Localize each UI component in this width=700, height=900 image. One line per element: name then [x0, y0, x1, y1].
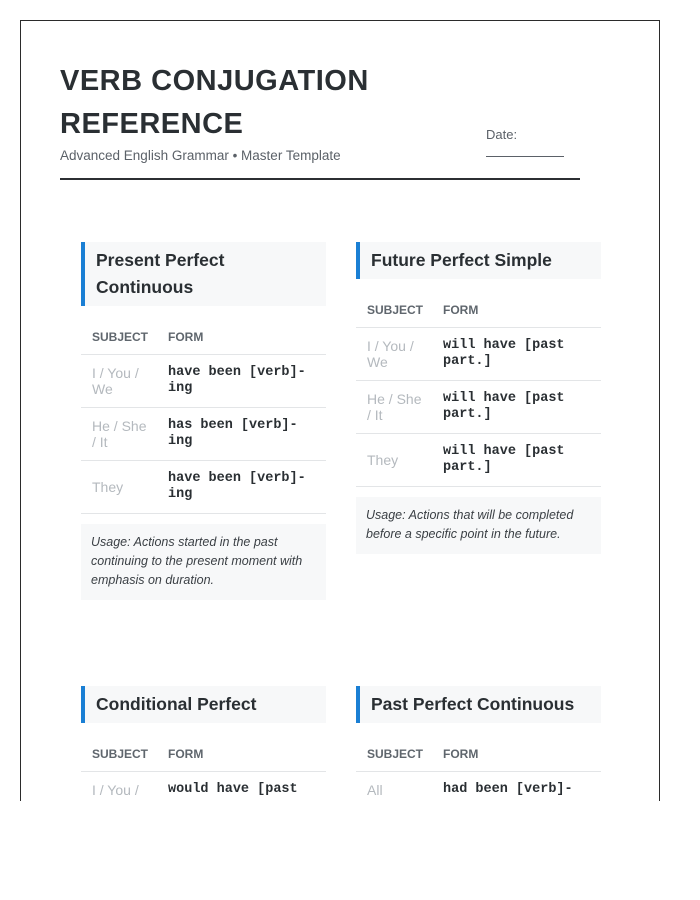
date-field: [486, 127, 566, 157]
conjugation-table: [356, 735, 601, 801]
column-header-form: FORM: [433, 735, 601, 772]
table-row: [356, 328, 601, 381]
card-present-perfect-continuous: [81, 242, 326, 600]
subject-cell: I / You / We: [356, 328, 433, 381]
card-header: [81, 242, 326, 306]
table-row: [81, 772, 326, 802]
table-row: [356, 434, 601, 487]
form-cell: have been [verb]-ing: [158, 461, 326, 514]
date-blank-line: [486, 156, 564, 157]
form-cell: will have [past part.]: [433, 381, 601, 434]
column-header-subject: SUBJECT: [81, 735, 158, 772]
card-future-perfect-simple: [356, 242, 601, 554]
card-title: Conditional Perfect: [96, 694, 257, 714]
card-past-perfect-continuous: [356, 686, 601, 801]
card-title: Past Perfect Continuous: [371, 694, 575, 714]
table-row: [356, 772, 601, 802]
subject-cell: They: [81, 461, 158, 514]
subject-cell: I / You /: [81, 772, 158, 802]
card-header: [81, 686, 326, 723]
form-cell: have been [verb]-ing: [158, 355, 326, 408]
column-header-form: FORM: [433, 291, 601, 328]
usage-note: Usage: Actions started in the past continuing to the present moment with emphasis on duration.: [81, 524, 326, 600]
form-cell: has been [verb]-ing: [158, 408, 326, 461]
table-row: [81, 355, 326, 408]
form-cell: would have [past: [158, 772, 326, 802]
table-row: [81, 461, 326, 514]
card-title: Future Perfect Simple: [371, 250, 552, 270]
table-header-row: [356, 291, 601, 328]
document-header: [60, 60, 580, 180]
date-label: Date:: [486, 127, 518, 142]
column-header-form: FORM: [158, 735, 326, 772]
card-conditional-perfect: [81, 686, 326, 801]
table-header-row: [81, 318, 326, 355]
column-header-subject: SUBJECT: [356, 735, 433, 772]
page-title: VERB CONJUGATION REFERENCE: [60, 65, 369, 140]
subject-cell: He / She / It: [81, 408, 158, 461]
form-cell: will have [past part.]: [433, 434, 601, 487]
form-cell: will have [past part.]: [433, 328, 601, 381]
subject-cell: All: [356, 772, 433, 802]
table-header-row: [81, 735, 326, 772]
table-row: [356, 381, 601, 434]
column-header-subject: SUBJECT: [356, 291, 433, 328]
card-header: [356, 686, 601, 723]
conjugation-table: [81, 318, 326, 514]
subject-cell: He / She / It: [356, 381, 433, 434]
form-cell: had been [verb]-: [433, 772, 601, 802]
subject-cell: They: [356, 434, 433, 487]
table-header-row: [356, 735, 601, 772]
card-title: Present Perfect Continuous: [96, 250, 225, 297]
table-row: [81, 408, 326, 461]
subject-cell: I / You / We: [81, 355, 158, 408]
column-header-subject: SUBJECT: [81, 318, 158, 355]
card-header: [356, 242, 601, 279]
page-subtitle: Advanced English Grammar • Master Template: [60, 148, 341, 163]
conjugation-table: [81, 735, 326, 801]
usage-note: Usage: Actions that will be completed before a specific point in the future.: [356, 497, 601, 554]
conjugation-table: [356, 291, 601, 487]
column-header-form: FORM: [158, 318, 326, 355]
